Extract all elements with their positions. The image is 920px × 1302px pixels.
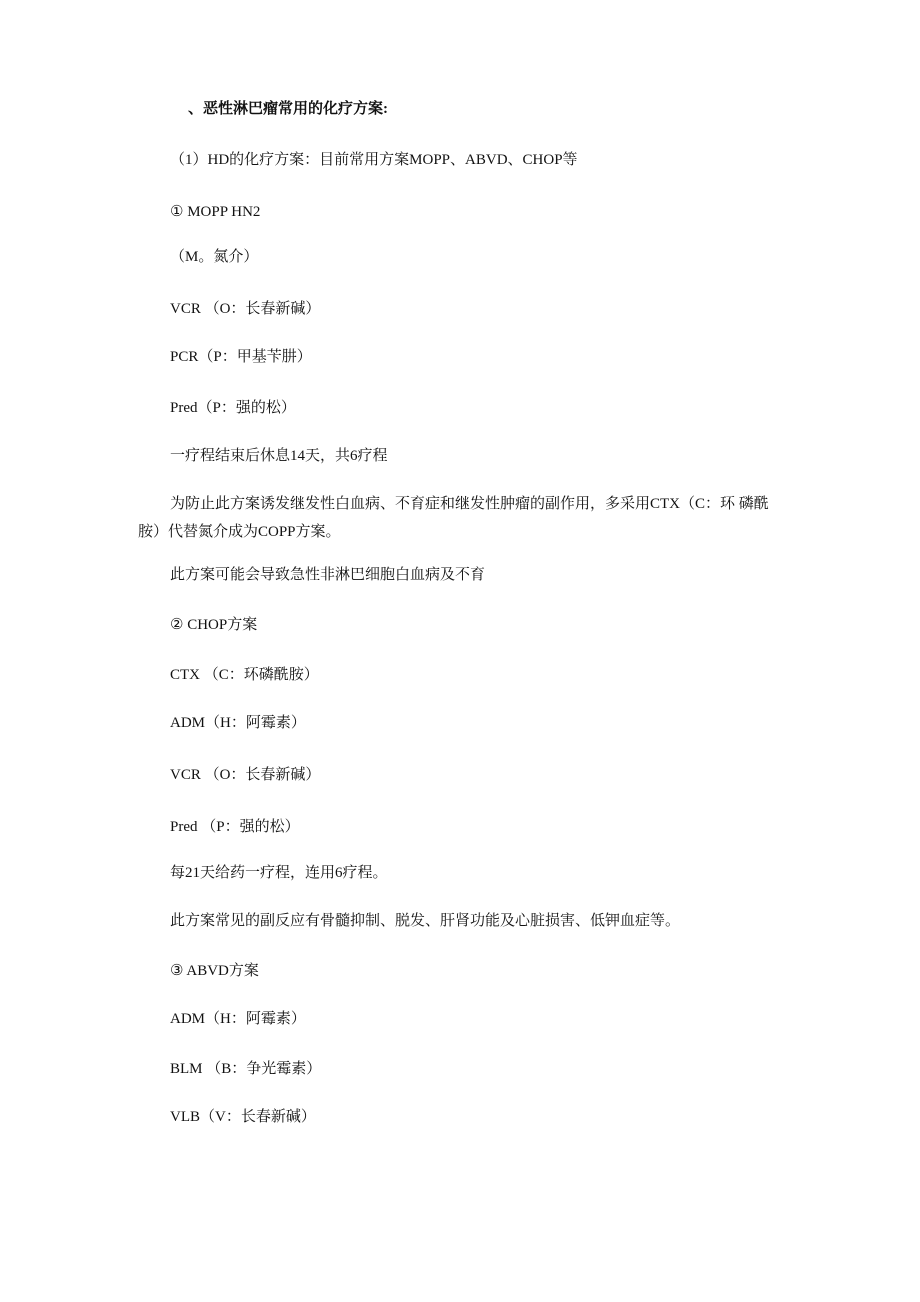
chop-line: 此方案常见的副反应有骨髓抑制、脱发、肝肾功能及心脏损害、低钾血症等。 [170, 913, 681, 929]
document-title: 、恶性淋巴瘤常用的化疗方案: [188, 101, 388, 117]
abvd-heading: ③ ABVD方案 [170, 963, 259, 979]
chop-line: ADM（H：阿霉素） [170, 715, 306, 731]
mopp-heading: ① MOPP HN2 [170, 204, 261, 220]
mopp-line: Pred（P：强的松） [170, 400, 296, 416]
hd-intro: （1）HD的化疗方案：目前常用方案MOPP、ABVD、CHOP等 [170, 152, 578, 168]
chop-line: CTX （C：环磷酰胺） [170, 667, 319, 683]
chop-line: 每21天给药一疗程，连用6疗程。 [170, 865, 388, 881]
mopp-line: PCR（P：甲基苄肼） [170, 349, 312, 365]
abvd-line: ADM（H：阿霉素） [170, 1011, 306, 1027]
chop-line: VCR （O：长春新碱） [170, 767, 321, 783]
abvd-line: VLB（V：长春新碱） [170, 1109, 316, 1125]
chop-line: Pred （P：强的松） [170, 819, 300, 835]
mopp-line: （M。氮介） [170, 249, 259, 265]
mopp-line: 一疗程结束后休息14天，共6疗程 [170, 448, 388, 464]
mopp-line: VCR （O：长春新碱） [170, 301, 321, 317]
chop-heading: ② CHOP方案 [170, 617, 258, 633]
mopp-note-paragraph: 为防止此方案诱发继发性白血病、不育症和继发性肿瘤的副作用，多采用CTX（C：环 磷酰胺）代替氮介成为COPP方案。 [138, 496, 769, 540]
abvd-line: BLM （B：争光霉素） [170, 1061, 322, 1077]
mopp-risk: 此方案可能会导致急性非淋巴细胞白血病及不育 [170, 567, 486, 583]
